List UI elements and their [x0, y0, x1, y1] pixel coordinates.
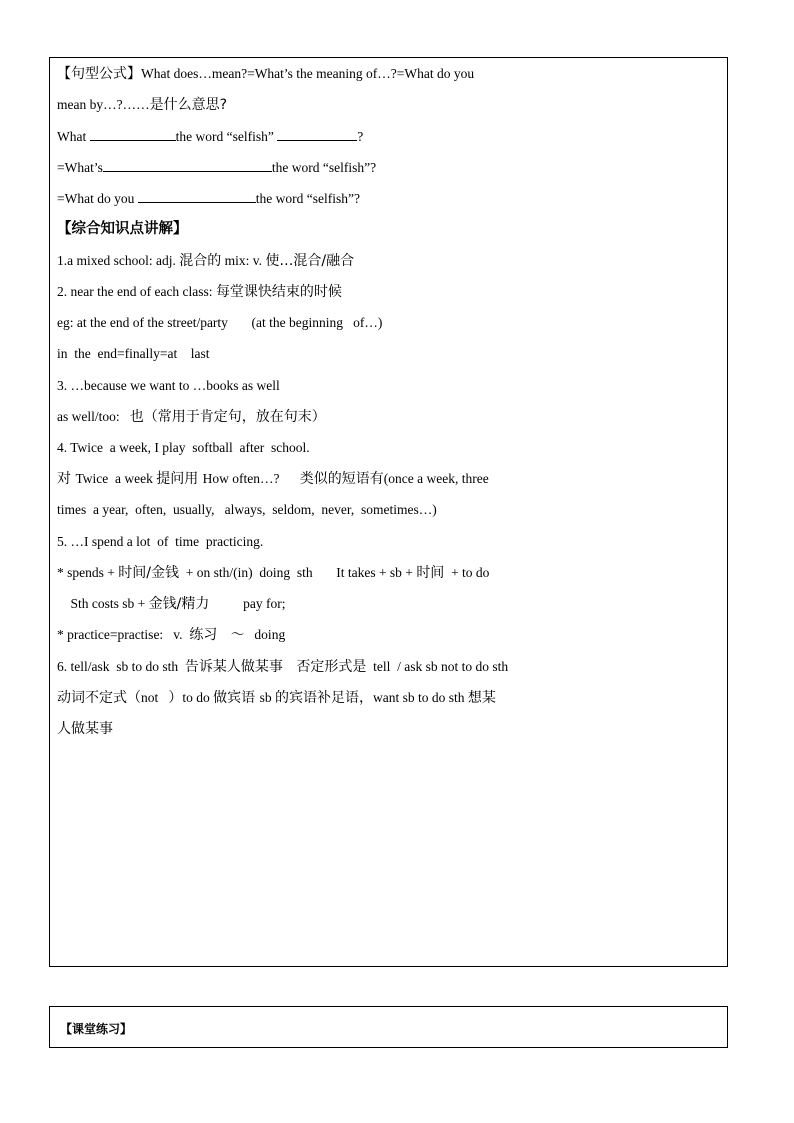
text-en: * practice=practise: v.: [57, 627, 190, 642]
text-en: 3. …because we want to …books as well: [57, 378, 280, 393]
example-3-a: =What do you: [57, 191, 138, 206]
text-zh: 时间/金钱: [118, 565, 179, 581]
knowledge-line: [57, 284, 342, 300]
text-en: as well/too:: [57, 409, 130, 424]
knowledge-line: [57, 409, 326, 425]
text-en: [283, 659, 297, 674]
knowledge-line: [57, 534, 263, 550]
text-en: (once a week, three: [383, 471, 489, 486]
knowledge-line: [57, 471, 489, 487]
formula-cont-en: mean by…?……: [57, 97, 150, 112]
text-en: ～ doing: [217, 627, 286, 642]
text-zh: 使…混合/融合: [265, 253, 355, 269]
text-zh: 对: [57, 471, 76, 487]
knowledge-line: [57, 659, 508, 675]
text-zh: 动词不定式（: [57, 690, 141, 706]
formula-line-cont: [57, 97, 227, 113]
text-en: mix: v.: [221, 253, 266, 268]
text-en: want sb to do sth: [373, 690, 468, 705]
formula-cont-zh: 是什么意思?: [149, 97, 228, 113]
text-en: 6. tell/ask sb to do sth: [57, 659, 185, 674]
text-zh: ）: [168, 690, 183, 706]
knowledge-line: [57, 253, 354, 269]
text-zh: 时间: [416, 565, 445, 581]
example-line-1: [57, 128, 363, 145]
text-zh: 想某: [467, 690, 496, 706]
text-en: 2. near the end of each class:: [57, 284, 216, 299]
knowledge-line: [57, 315, 382, 331]
text-zh: 每堂课快结束的时候: [215, 284, 342, 300]
text-en: pay for;: [209, 596, 286, 611]
text-zh: 练习: [189, 627, 218, 643]
example-3-b: the word “selfish”?: [255, 191, 360, 206]
text-en: * spends +: [57, 565, 119, 580]
text-zh: 告诉某人做某事: [184, 659, 283, 675]
example-1-c: ?: [357, 129, 364, 144]
text-zh: 做宾语: [213, 690, 260, 706]
example-line-3: [57, 190, 360, 207]
knowledge-line: [57, 378, 280, 394]
example-2-b: the word “selfish”?: [271, 160, 377, 175]
knowledge-line: [57, 690, 496, 706]
text-zh: 人做某事: [57, 721, 113, 737]
text-en: to do: [182, 690, 214, 705]
fill-blank-2[interactable]: [277, 128, 357, 141]
fill-blank-4[interactable]: [138, 190, 256, 203]
text-en: times a year, often, usually, always, seldom, never, sometimes…): [57, 502, 437, 517]
text-zh: 也（常用于肯定句，放在句末）: [129, 409, 326, 425]
text-zh: 混合的: [179, 253, 222, 269]
text-en: Sth costs sb +: [57, 596, 149, 611]
section-heading: 【综合知识点讲解】: [57, 221, 188, 237]
text-en: tell / ask sb not to do sth: [366, 659, 509, 674]
practice-box: [49, 1006, 728, 1048]
knowledge-line: [57, 721, 113, 737]
text-en: not: [141, 690, 169, 705]
fill-blank-1[interactable]: [90, 128, 176, 141]
text-en: + to do: [444, 565, 490, 580]
knowledge-line: [57, 502, 437, 518]
knowledge-line: [57, 627, 285, 643]
text-zh: 的宾语补足语，: [275, 690, 373, 706]
text-en: + on sth/(in) doing sth It takes + sb +: [178, 565, 417, 580]
practice-title: 【课堂练习】: [60, 1022, 133, 1036]
text-en: Twice a week: [75, 471, 157, 486]
text-en: sb: [259, 690, 275, 705]
text-zh: 类似的短语有: [299, 471, 384, 487]
text-en: 4. Twice a week, I play softball after school.: [57, 440, 310, 455]
formula-text: What does…mean?=What’s the meaning of…?=What do you: [141, 66, 475, 81]
knowledge-line: [57, 596, 285, 612]
text-en: in the end=finally=at last: [57, 346, 210, 361]
fill-blank-3[interactable]: [103, 159, 272, 172]
formula-line: [57, 66, 474, 82]
text-zh: 金钱/精力: [148, 596, 210, 612]
text-en: eg: at the end of the street/party (at the beginning of…): [57, 315, 383, 330]
text-zh: 否定形式是: [296, 659, 367, 675]
text-zh: 提问用: [156, 471, 203, 487]
example-1-b: the word “selfish”: [175, 129, 278, 144]
text-en: 1.a mixed school: adj.: [57, 253, 180, 268]
knowledge-line: [57, 346, 209, 362]
example-1-a: What: [57, 129, 90, 144]
example-line-2: [57, 159, 376, 176]
text-en: How often…?: [202, 471, 300, 486]
formula-label: 【句型公式】: [57, 66, 141, 82]
text-en: 5. …I spend a lot of time practicing.: [57, 534, 264, 549]
example-2-a: =What’s: [57, 160, 103, 175]
knowledge-line: [57, 440, 310, 456]
knowledge-line: [57, 565, 489, 581]
